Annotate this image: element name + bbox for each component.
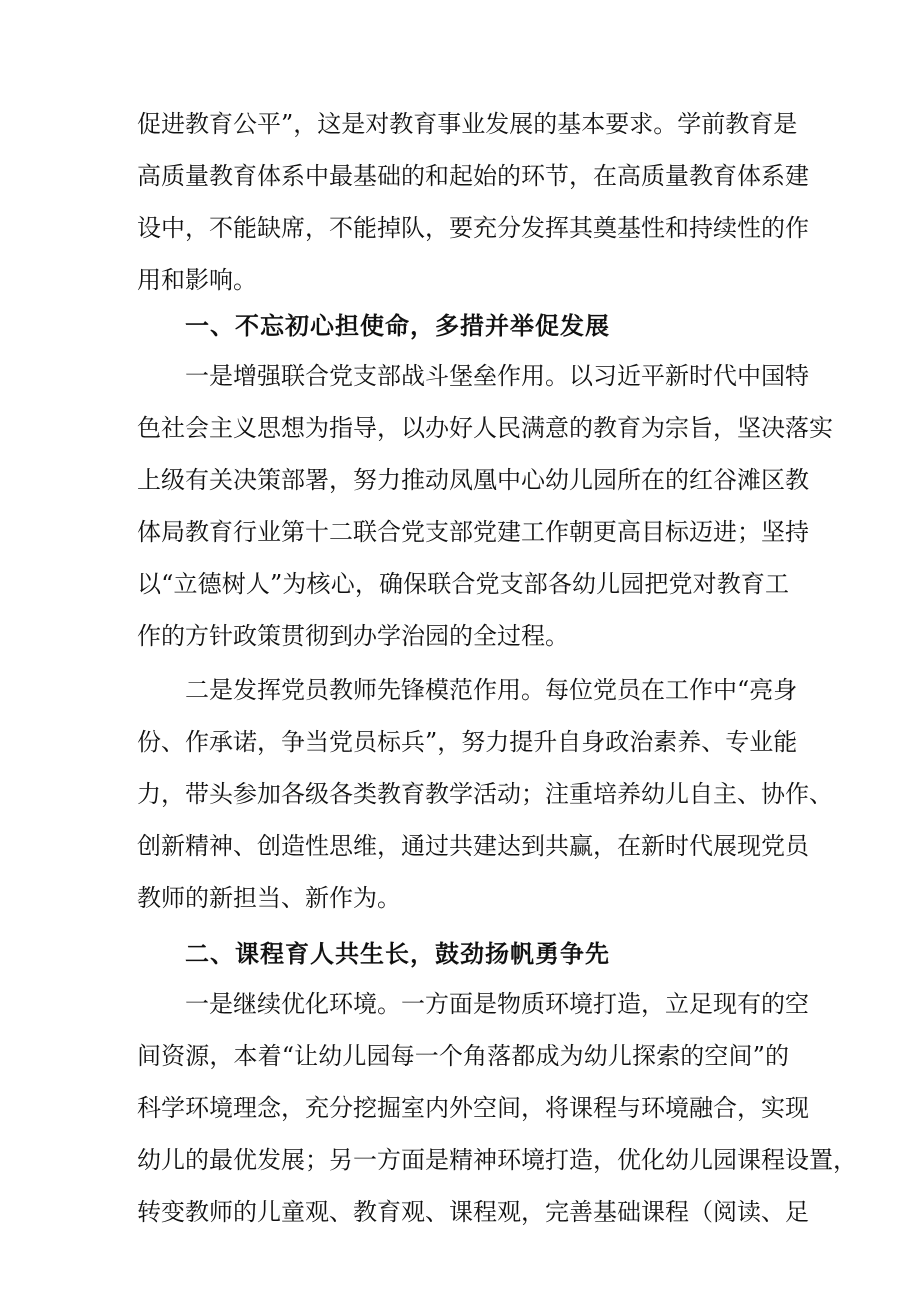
s2p1-line-2: 间资源，本着“让幼儿园每一个角落都成为幼儿探索的空间”的: [137, 1042, 789, 1070]
s2p1-line-1: 一是继续优化环境。一方面是物质环境打造，立足现有的空: [185, 990, 809, 1018]
s1p2-line-4: 创新精神、创造性思维，通过共建达到共赢，在新时代展现党员: [137, 832, 809, 860]
s1p2-line-3: 力，带头参加各级各类教育教学活动；注重培养幼儿自主、协作、: [137, 780, 833, 808]
s1p2-line-2: 份、作承诺，争当党员标兵”，努力提升自身政治素养、专业能: [137, 728, 798, 756]
s2p1-line-3: 科学环境理念，充分挖掘室内外空间，将课程与环境融合，实现: [137, 1094, 809, 1122]
s1p2-line-5: 教师的新担当、新作为。: [137, 884, 401, 912]
s1p1-line-3: 上级有关决策部署，努力推动凤凰中心幼儿园所在的红谷滩区教: [137, 466, 809, 494]
intro-line-1: 促进教育公平”，这是对教育事业发展的基本要求。学前教育是: [137, 110, 798, 138]
s2p1-line-5: 转变教师的儿童观、教育观、课程观，完善基础课程（阅读、足: [137, 1198, 809, 1226]
intro-line-3: 设中，不能缺席，不能掉队，要充分发挥其奠基性和持续性的作: [137, 214, 809, 242]
s1p1-line-2: 色社会主义思想为指导，以办好人民满意的教育为宗旨，坚决落实: [137, 414, 833, 442]
section-2-heading: 二、课程育人共生长，鼓劲扬帆勇争先: [185, 940, 610, 968]
section-1-heading: 一、不忘初心担使命，多措并举促发展: [185, 312, 610, 340]
s1p2-line-1: 二是发挥党员教师先锋模范作用。每位党员在工作中“亮身: [185, 676, 798, 704]
s1p1-line-4: 体局教育行业第十二联合党支部党建工作朝更高目标迈进；坚持: [137, 518, 809, 546]
s2p1-line-4: 幼儿的最优发展；另一方面是精神环境打造，优化幼儿园课程设置，: [137, 1146, 857, 1174]
s1p1-line-6: 作的方针政策贯彻到办学治园的全过程。: [137, 622, 569, 650]
s1p1-line-5: 以“立德树人”为核心，确保联合党支部各幼儿园把党对教育工: [137, 570, 789, 598]
intro-line-2: 高质量教育体系中最基础的和起始的环节，在高质量教育体系建: [137, 162, 809, 190]
intro-line-4: 用和影响。: [137, 266, 257, 294]
s1p1-line-1: 一是增强联合党支部战斗堡垒作用。以习近平新时代中国特: [185, 362, 809, 390]
